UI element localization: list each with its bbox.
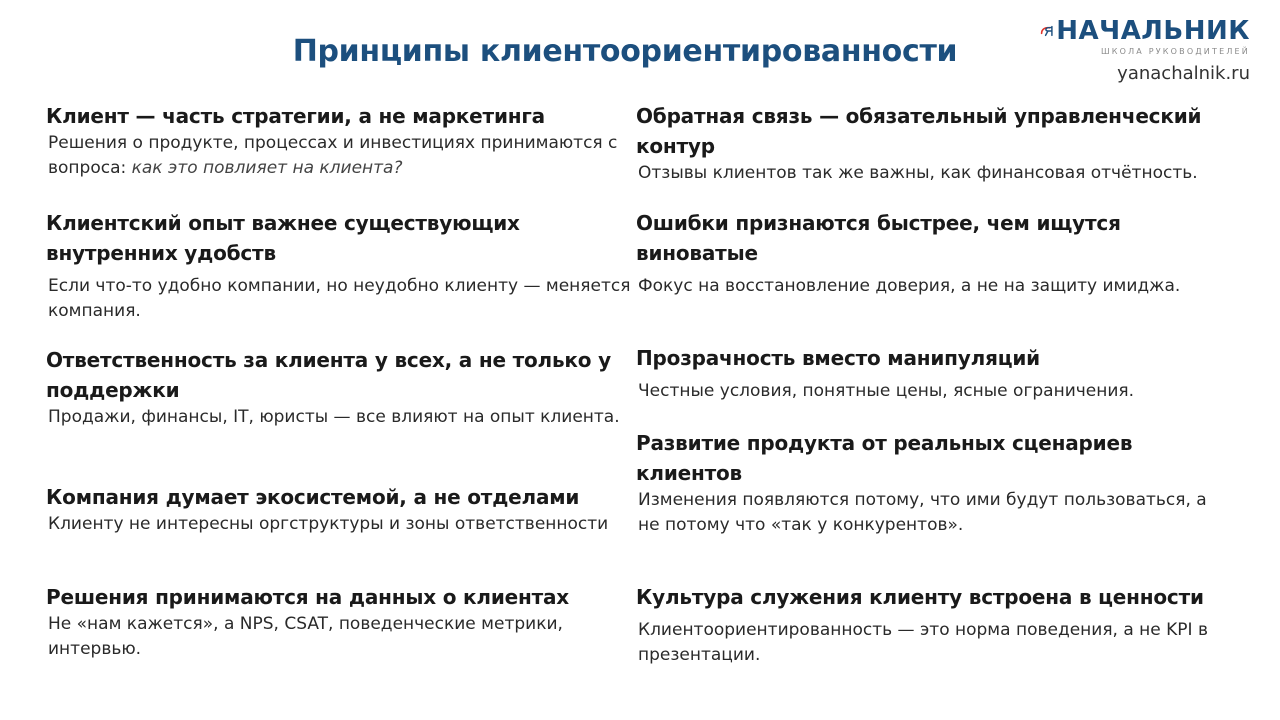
principle-heading: Прозрачность вместо манипуляций: [636, 346, 1040, 370]
brand-block: [1040, 16, 1250, 84]
principle-left-5: [46, 582, 636, 662]
logo-subtitle: ШКОЛА РУКОВОДИТЕЛЕЙ: [1100, 47, 1250, 56]
principle-text-italic: как это повлияет на клиента?: [131, 158, 403, 178]
logo: [1040, 16, 1250, 46]
principle-heading: Ответственность за клиента у всех, а не только у поддержки: [46, 348, 611, 402]
principle-text: Отзывы клиентов так же важны, как финансовая отчётность.: [638, 163, 1198, 183]
ya-logo-icon: [1040, 16, 1054, 46]
principle-left-2: [46, 208, 636, 324]
principle-left-1: [46, 101, 636, 181]
principle-heading: Развитие продукта от реальных сценариев клиентов: [636, 431, 1133, 485]
principle-text: Клиентоориентированность — это норма поведения, а не KPI в презентации.: [638, 620, 1208, 665]
principle-text: Фокус на восстановление доверия, а не на защиту имиджа.: [638, 276, 1181, 296]
principle-heading: Ошибки признаются быстрее, чем ищутся виноватые: [636, 211, 1121, 265]
principle-text: Если что-то удобно компании, но неудобно клиенту — меняется компания.: [48, 276, 631, 321]
principle-text: Продажи, финансы, IT, юристы — все влияют на опыт клиента.: [48, 407, 620, 427]
principle-text: Клиенту не интересны оргструктуры и зоны ответственности: [48, 514, 609, 534]
principle-right-3: [636, 343, 1226, 404]
principle-heading: Обратная связь — обязательный управленческий контур: [636, 104, 1202, 158]
principle-text: Решения о продукте, процессах и инвестициях принимаются с вопроса: как это повлияет на клиента?: [48, 133, 618, 178]
page-title: Принципы клиентоориентированности: [292, 34, 958, 69]
principle-left-3: [46, 345, 636, 430]
principle-right-2: [636, 208, 1226, 299]
site-link[interactable]: yanachalnik.ru: [1117, 63, 1250, 84]
principle-text: Не «нам кажется», а NPS, CSAT, поведенческие метрики, интервью.: [48, 614, 563, 659]
principle-heading: Культура служения клиенту встроена в ценности: [636, 585, 1204, 609]
principle-heading: Компания думает экосистемой, а не отделами: [46, 485, 580, 509]
logo-wordmark: НАЧАЛЬНИК: [1056, 16, 1250, 46]
principle-heading: Клиент — часть стратегии, а не маркетинга: [46, 104, 545, 128]
principle-text: Изменения появляются потому, что ими будут пользоваться, а не потому что «так у конкурентов».: [638, 490, 1207, 535]
principle-right-5: [636, 582, 1226, 668]
principle-right-1: [636, 101, 1226, 186]
principle-text: Честные условия, понятные цены, ясные ограничения.: [638, 381, 1135, 401]
principle-right-4: [636, 428, 1226, 538]
principle-heading: Решения принимаются на данных о клиентах: [46, 585, 570, 609]
principle-left-4: [46, 482, 636, 537]
principle-heading: Клиентский опыт важнее существующих внутренних удобств: [46, 211, 520, 265]
